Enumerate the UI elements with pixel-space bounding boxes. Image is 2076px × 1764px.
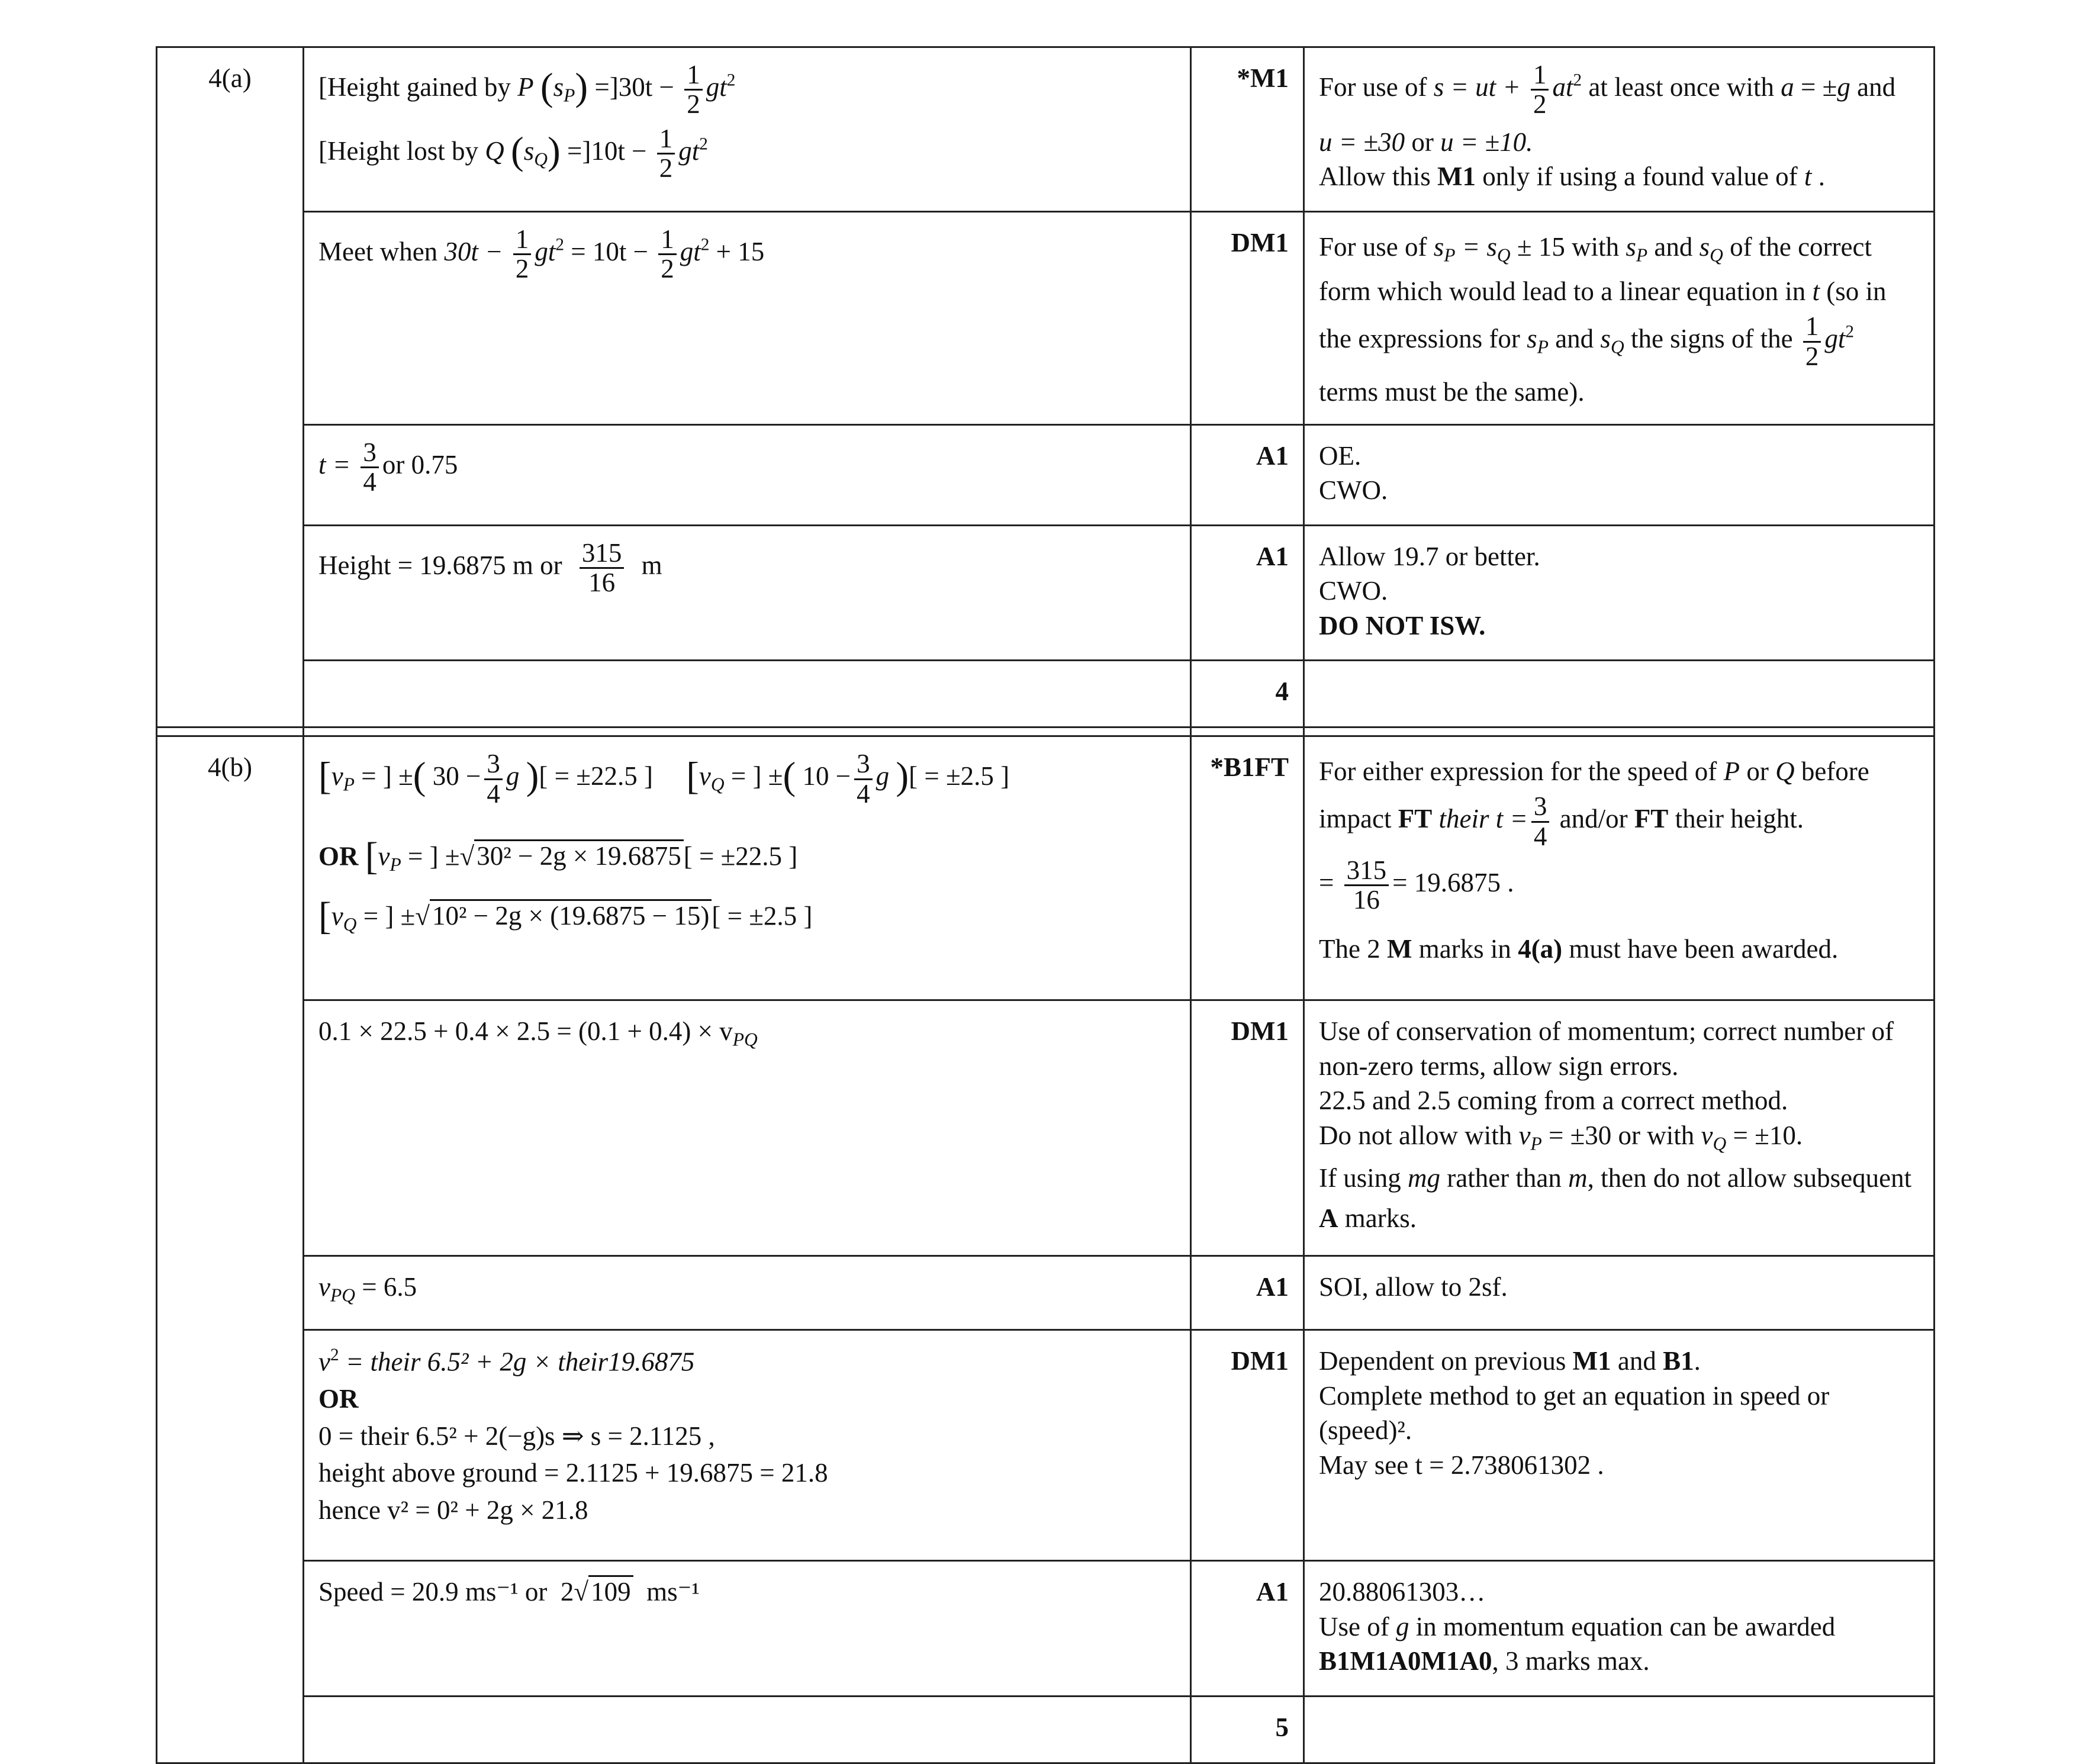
row-b2 [157, 1000, 1935, 1256]
working-a1: [Height gained by P $(s_P) =]30t$ − $\frac{1}{2}$ $gt^2$ [Height lost by Q $(s_Q) =]10t$ − $\frac{1}{2}$ $gt^2$ [304, 47, 1191, 212]
mark-b5: A1 [1191, 1561, 1304, 1697]
mark-a2: DM1 [1191, 211, 1304, 424]
mark-a3: A1 [1191, 424, 1304, 525]
mark-b4: DM1 [1191, 1330, 1304, 1561]
working-b2: $0.1 \times 22.5 + 0.4 \times 2.5 = (0.1 + 0.4) \times v_{PQ}$ [304, 1000, 1191, 1256]
guidance-b1: For either expression for the speed of P or Q before impact FT their t = $\frac{3}{4}$ and/or FT their height. = $\frac{315}{16}$ = 19.6875 . The 2 M marks in 4(a) must have been awarded. [1304, 736, 1935, 1000]
working-b4: $v^2$ = their 6.5² + 2g × their19.6875 OR 0 = their 6.5² + 2(−g)s ⇒ s = 2.1125 , height above ground = 2.1125 + 19.6875 = 21.8 hence v² = 0² + 2g × 21.8 [304, 1330, 1191, 1561]
guidance-a4: Allow 19.7 or better. CWO. DO NOT ISW. [1304, 525, 1935, 661]
mark-b2: DM1 [1191, 1000, 1304, 1256]
row-a4 [157, 525, 1935, 661]
guidance-b2: Use of conservation of momentum; correct number of non-zero terms, allow sign errors. 22.5 and 2.5 coming from a correct method. Do not allow with $v_P = \pm 30$ or with $v_Q = \pm 10$. If using mg rather than m, then do not allow subsequent A marks. [1304, 1000, 1935, 1256]
total-4a: 4 [1191, 661, 1304, 728]
question-label-4a: 4(a) [157, 47, 304, 728]
working-b3: $v_{PQ} = 6.5$ [304, 1256, 1191, 1330]
row-b5 [157, 1561, 1935, 1697]
section-divider [157, 728, 1935, 736]
working-a2: Meet when 30t − $\frac{1}{2}$ $gt^2 = 10t$ − $\frac{1}{2}$ $gt^2 + 15$ [304, 211, 1191, 424]
mark-b3: A1 [1191, 1256, 1304, 1330]
mark-scheme-sheet [156, 46, 1933, 1764]
guidance-b4: Dependent on previous M1 and B1. Complete method to get an equation in speed or (speed)². May see t = 2.738061302 . [1304, 1330, 1935, 1561]
working-a4: Height = 19.6875 m or $\frac{315}{16}$ m [304, 525, 1191, 661]
mark-a4: A1 [1191, 525, 1304, 661]
working-a3: t = $\frac{3}{4}$ or 0.75 [304, 424, 1191, 525]
row-b4 [157, 1330, 1935, 1561]
row-b1 [157, 736, 1935, 1000]
mark-scheme-table [156, 46, 1935, 1764]
total-4b: 5 [1191, 1696, 1304, 1763]
guidance-b5: 20.88061303… Use of g in momentum equation can be awarded B1M1A0M1A0, 3 marks max. [1304, 1561, 1935, 1697]
guidance-a3: OE. CWO. [1304, 424, 1935, 525]
working-b5: Speed = 20.9 ms⁻¹ or 2√109 ms⁻¹ [304, 1561, 1191, 1697]
row-a-total [157, 661, 1935, 728]
row-a1 [157, 47, 1935, 212]
question-label-4b: 4(b) [157, 736, 304, 1763]
guidance-b3: SOI, allow to 2sf. [1304, 1256, 1935, 1330]
mark-b1: *B1FT [1191, 736, 1304, 1000]
row-a2 [157, 211, 1935, 424]
mark-a1: *M1 [1191, 47, 1304, 212]
guidance-a2: For use of $s_P = s_Q \pm 15$ with $s_P$ and $s_Q$ of the correct form which would lead to a linear equation in t (so in the expressions for $s_P$ and $s_Q$ the signs of the $\frac{1}{2}$ $gt^2$ terms must be the same). [1304, 211, 1935, 424]
row-a3 [157, 424, 1935, 525]
guidance-a1: For use of s = ut + $\frac{1}{2}$ $at^2$ at least once with a = ±g and u = ±30 or u = ±10. Allow this M1 only if using a found value of t . [1304, 47, 1935, 212]
row-b-total [157, 1696, 1935, 1763]
row-b3 [157, 1256, 1935, 1330]
working-b1: [$v_P$ = ] ±( 30 − $\frac{3}{4}$ g )[ = ±22.5 ] [$v_Q$ = ] ±( 10 − $\frac{3}{4}$ g )[ = ±2.5 ] OR [$v_P$ = ] ±√30² − 2g × 19.6875[ = ±22.5 ] [$v_Q$ = ] ±√10² − 2g × (19.6875 − 15)[ = ±2.5 ] [304, 736, 1191, 1000]
